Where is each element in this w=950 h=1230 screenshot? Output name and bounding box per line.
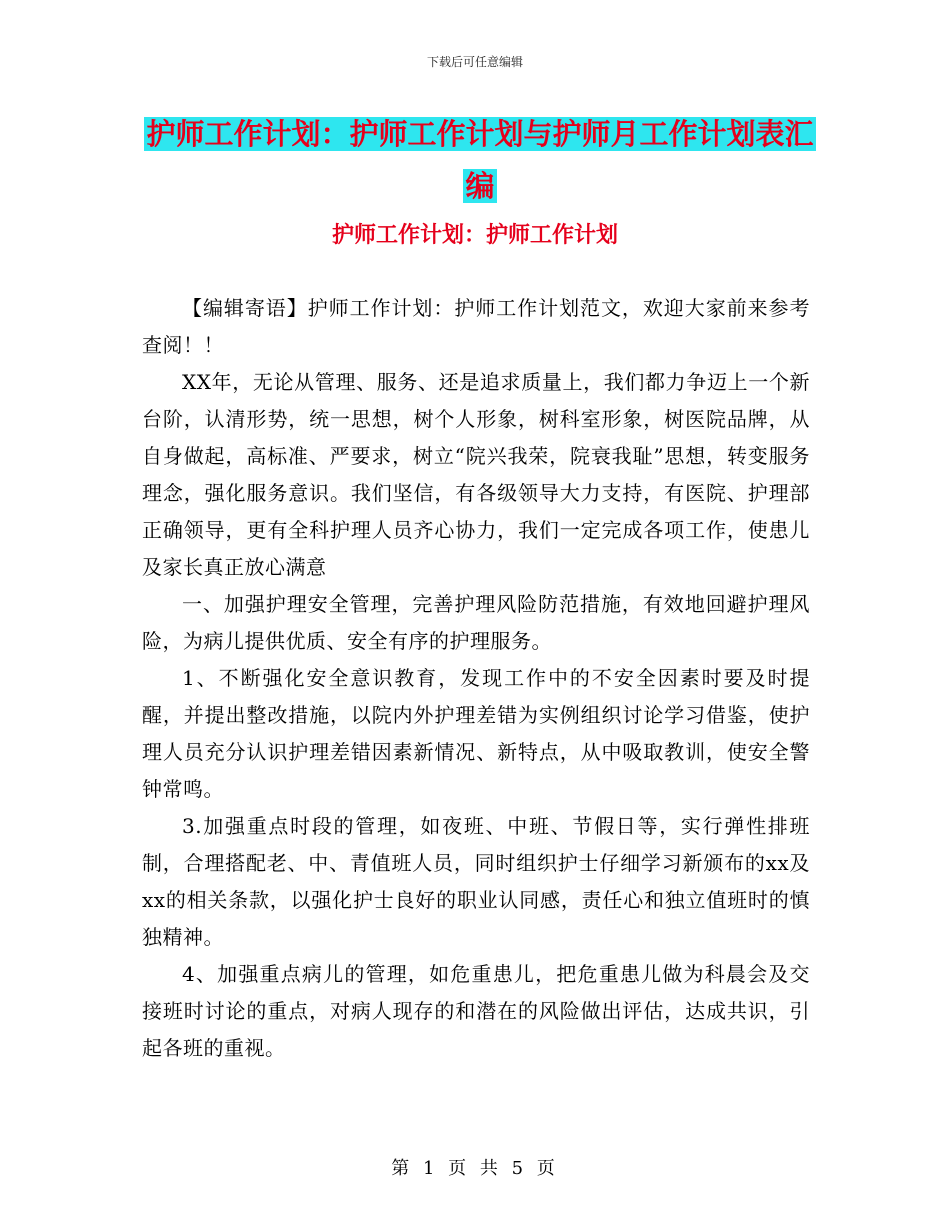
paragraph-item-1: 1、不断强化安全意识教育，发现工作中的不安全因素时要及时提醒，并提出整改措施，以院内外护理差错为实例组织讨论学习借鉴，使护理人员充分认识护理差错因素新情况、新特点，从中吸取教训，使安全警钟常鸣。	[142, 666, 810, 801]
document-body	[142, 290, 810, 1067]
page-footer: 第 1 页 共 5 页	[391, 1158, 559, 1179]
paragraph-item-3: 3.加强重点时段的管理，如夜班、中班、节假日等，实行弹性排班制，合理搭配老、中、青值班人员，同时组织护士仔细学习新颁布的xx及xx的相关条款，以强化护士良好的职业认同感，责任心和独立值班时的慎独精神。	[142, 814, 810, 949]
paragraph-editor-note: 【编辑寄语】护师工作计划：护师工作计划范文，欢迎大家前来参考查阅！！	[142, 296, 810, 357]
paragraph-item-4: 4、加强重点病儿的管理，如危重患儿，把危重患儿做为科晨会及交接班时讨论的重点，对病人现存的和潜在的风险做出评估，达成共识，引起各班的重视。	[142, 962, 810, 1060]
header-note: 下载后可任意编辑	[426, 55, 523, 69]
document-title	[140, 108, 820, 212]
section-subtitle: 护师工作计划：护师工作计划	[331, 223, 618, 248]
document-title-text: 护师工作计划：护师工作计划与护师月工作计划表汇编	[146, 117, 814, 203]
paragraph-intro: XX年，无论从管理、服务、还是追求质量上，我们都力争迈上一个新台阶，认清形势，统一思想，树个人形象，树科室形象，树医院品牌，从自身做起，高标准、严要求，树立“院兴我荣，院衰我耻”思想，转变服务理念，强化服务意识。我们坚信，有各级领导大力支持，有医院、护理部正确领导，更有全科护理人员齐心协力，我们一定完成各项工作，使患儿及家长真正放心满意	[142, 370, 810, 579]
paragraph-section-1: 一、加强护理安全管理，完善护理风险防范措施，有效地回避护理风险，为病儿提供优质、安全有序的护理服务。	[142, 592, 810, 653]
